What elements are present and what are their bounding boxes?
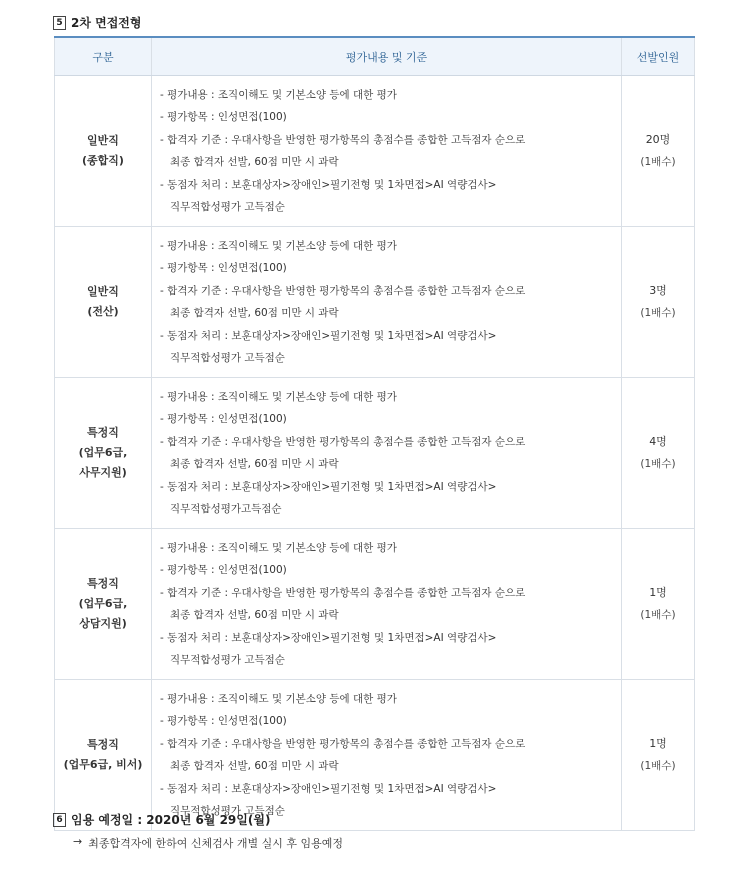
category-line: (전산) <box>87 305 119 318</box>
section-6-heading <box>53 811 270 828</box>
arrow-icon: → <box>73 835 83 848</box>
count-value: 20명 <box>645 133 671 146</box>
criteria-line: 최종 합격자 선발, 60점 미만 시 과락 <box>170 458 339 470</box>
count-ratio: (1배수) <box>640 156 676 168</box>
criteria-line: - 동점자 처리 : 보훈대상자>장애인>필기전형 및 1차면접>AI 역량검사> <box>160 631 497 644</box>
criteria-line: - 평가내용 : 조직이해도 및 기본소양 등에 대한 평가 <box>160 88 397 101</box>
interview-criteria-table <box>54 36 695 831</box>
appointment-note <box>73 835 343 851</box>
header-count: 선발인원 <box>622 37 695 76</box>
row-count <box>622 529 695 680</box>
category-line: 특정직 <box>87 426 119 439</box>
row-criteria <box>152 378 622 529</box>
count-value: 4명 <box>649 435 667 448</box>
criteria-line: - 동점자 처리 : 보훈대상자>장애인>필기전형 및 1차면접>AI 역량검사> <box>160 782 497 795</box>
section-title: 2차 면접전형 <box>71 16 142 30</box>
criteria-line: 최종 합격자 선발, 60점 미만 시 과락 <box>170 307 339 319</box>
criteria-line: - 동점자 처리 : 보훈대상자>장애인>필기전형 및 1차면접>AI 역량검사> <box>160 329 497 342</box>
category-line: (업무6급, 비서) <box>63 758 143 771</box>
category-line: 상담지원) <box>79 617 127 630</box>
count-ratio: (1배수) <box>640 458 676 470</box>
criteria-line: 직무적합성평가 고득점순 <box>170 201 285 213</box>
table-row <box>55 378 695 529</box>
criteria-line: - 평가내용 : 조직이해도 및 기본소양 등에 대한 평가 <box>160 390 397 403</box>
category-line: 일반직 <box>87 285 119 298</box>
note-text: 최종합격자에 한하여 신체검사 개별 실시 후 임용예정 <box>88 837 343 850</box>
row-count <box>622 378 695 529</box>
criteria-line: 직무적합성평가 고득점순 <box>170 654 285 666</box>
criteria-line: - 평가항목 : 인성면접(100) <box>160 413 287 425</box>
criteria-line: - 동점자 처리 : 보훈대상자>장애인>필기전형 및 1차면접>AI 역량검사> <box>160 480 497 493</box>
criteria-line: 최종 합격자 선발, 60점 미만 시 과락 <box>170 760 339 772</box>
table-row <box>55 680 695 831</box>
row-category <box>55 529 152 680</box>
section-5-heading <box>53 14 142 31</box>
count-ratio: (1배수) <box>640 609 676 621</box>
table-row <box>55 76 695 227</box>
criteria-line: 직무적합성평가고득점순 <box>170 503 282 515</box>
count-ratio: (1배수) <box>640 307 676 319</box>
criteria-line: 직무적합성평가 고득점순 <box>170 805 285 817</box>
row-category <box>55 378 152 529</box>
criteria-line: - 평가항목 : 인성면접(100) <box>160 715 287 727</box>
category-line: 특정직 <box>87 738 119 751</box>
section-number-box: 5 <box>53 16 66 30</box>
category-line: (업무6급, <box>78 597 128 610</box>
criteria-line: - 평가항목 : 인성면접(100) <box>160 564 287 576</box>
category-line: (종합직) <box>82 154 124 167</box>
header-criteria: 평가내용 및 기준 <box>152 37 622 76</box>
criteria-line: - 동점자 처리 : 보훈대상자>장애인>필기전형 및 1차면접>AI 역량검사> <box>160 178 497 191</box>
count-value: 3명 <box>649 284 667 297</box>
criteria-line: - 합격자 기준 : 우대사항을 반영한 평가항목의 총점수를 종합한 고득점자 순으로 <box>160 737 526 750</box>
row-criteria <box>152 227 622 378</box>
category-line: 사무지원) <box>79 466 127 479</box>
table-row <box>55 227 695 378</box>
criteria-line: 직무적합성평가 고득점순 <box>170 352 285 364</box>
header-category: 구분 <box>55 37 152 76</box>
category-line: 특정직 <box>87 577 119 590</box>
category-line: 일반직 <box>87 134 119 147</box>
count-value: 1명 <box>649 586 667 599</box>
criteria-line: - 평가항목 : 인성면접(100) <box>160 111 287 123</box>
criteria-line: - 평가항목 : 인성면접(100) <box>160 262 287 274</box>
criteria-line: - 평가내용 : 조직이해도 및 기본소양 등에 대한 평가 <box>160 541 397 554</box>
criteria-line: - 합격자 기준 : 우대사항을 반영한 평가항목의 총점수를 종합한 고득점자 순으로 <box>160 133 526 146</box>
count-value: 1명 <box>649 737 667 750</box>
criteria-line: - 합격자 기준 : 우대사항을 반영한 평가항목의 총점수를 종합한 고득점자 순으로 <box>160 284 526 297</box>
row-criteria <box>152 529 622 680</box>
appointment-date-title: 임용 예정일 : 2020년 6월 29일(월) <box>71 813 271 827</box>
row-criteria <box>152 76 622 227</box>
criteria-line: - 평가내용 : 조직이해도 및 기본소양 등에 대한 평가 <box>160 692 397 705</box>
row-criteria <box>152 680 622 831</box>
row-count <box>622 227 695 378</box>
criteria-line: 최종 합격자 선발, 60점 미만 시 과락 <box>170 156 339 168</box>
row-count <box>622 680 695 831</box>
category-line: (업무6급, <box>78 446 128 459</box>
criteria-line: - 평가내용 : 조직이해도 및 기본소양 등에 대한 평가 <box>160 239 397 252</box>
criteria-line: 최종 합격자 선발, 60점 미만 시 과락 <box>170 609 339 621</box>
row-category <box>55 76 152 227</box>
row-count <box>622 76 695 227</box>
count-ratio: (1배수) <box>640 760 676 772</box>
table-row <box>55 529 695 680</box>
section-number-box: 6 <box>53 813 66 827</box>
row-category <box>55 680 152 831</box>
criteria-line: - 합격자 기준 : 우대사항을 반영한 평가항목의 총점수를 종합한 고득점자 순으로 <box>160 435 526 448</box>
row-category <box>55 227 152 378</box>
table-header-row <box>55 37 695 76</box>
criteria-line: - 합격자 기준 : 우대사항을 반영한 평가항목의 총점수를 종합한 고득점자 순으로 <box>160 586 526 599</box>
